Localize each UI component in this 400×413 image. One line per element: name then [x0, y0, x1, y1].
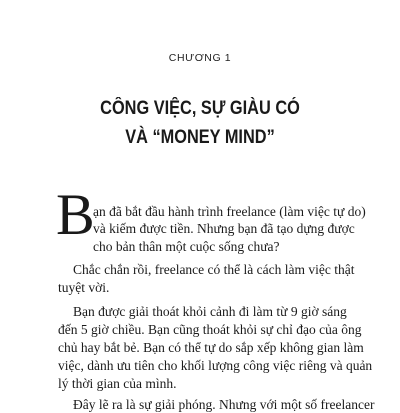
body-line: chủ hay bắt bẻ. Bạn có thể tự do sắp xếp không gian làm — [58, 340, 364, 355]
body-line: Đây lẽ ra là sự giải phóng. Nhưng với một số freelancer — [73, 397, 375, 412]
chapter-title-line-2: VÀ “MONEY MIND” — [125, 127, 275, 148]
body-line: lý thời gian của mình. — [58, 376, 177, 391]
body-line: và kiếm được tiền. Nhưng bạn đã tạo dựng được — [93, 221, 355, 236]
drop-cap: B — [56, 182, 95, 247]
body-line: cho bản thân một cuộc sống chưa? — [93, 239, 280, 254]
body-line: tuyệt vời. — [58, 280, 110, 295]
body-line: đến 5 giờ chiều. Bạn cũng thoát khỏi sự chỉ đạo của ông — [58, 322, 362, 337]
body-line: việc, dành ưu tiên cho khối lượng công việc riêng và quản — [58, 358, 373, 373]
chapter-label: CHƯƠNG 1 — [168, 52, 232, 64]
chapter-title-line-1: CÔNG VIỆC, SỰ GIÀU CÓ — [100, 98, 300, 119]
body-line: Chắc chắn rồi, freelance có thể là cách làm việc thật — [73, 262, 355, 277]
chapter-title — [28, 94, 372, 152]
body-line: Bạn được giải thoát khỏi cảnh đi làm từ 9 giờ sáng — [73, 304, 347, 319]
body-line: ạn đã bắt đầu hành trình freelance (làm việc tự do) — [93, 204, 366, 219]
